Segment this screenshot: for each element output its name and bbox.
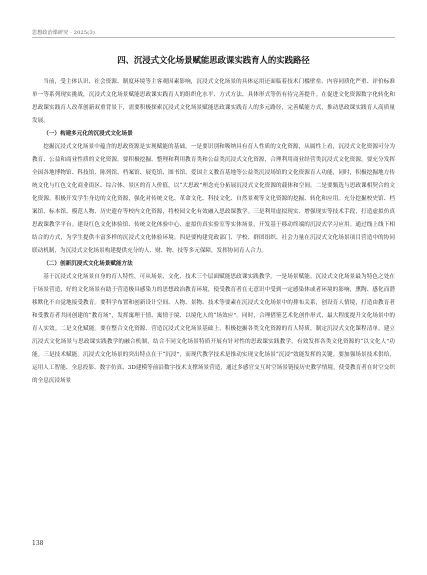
subsection-2-heading: （二）创新沉浸式文化场景赋能方法 — [43, 261, 133, 267]
journal-header: 思想政治课研究 · 2025(3) — [32, 30, 95, 36]
subsection-1-heading: （一）构建多元化的沉浸式文化场景 — [43, 131, 133, 137]
section-title: 四、沉浸式文化场景赋能思政课实践育人的实践路径 — [117, 55, 310, 65]
page-number: 138 — [32, 540, 44, 547]
intro-paragraph: 当前，受主体认识、社会资源、制度环境等主客观因素影响，沉浸式文化场景的具体运用还面临着技术门槛壁垒、内容同质化严重、评价标准单一等系列现实挑战，沉浸式文化场景赋能思政课实践育人的组织化水平、方式方法、具体形式等仍有待完善提升。在促进文化资源数字化转化和思政课实践育人改革创新双重背景下，需要积极探索沉浸式文化场景赋能思政课实践育人的多元路径，完善赋能方式，推动思政课实践育人高质量发展。 — [32, 79, 395, 124]
article-body — [32, 76, 395, 388]
subsection-1-paragraph: 挖掘沉浸式文化场景中蕴含的思政资源是实现赋能的基础。一是要识别和吸纳具有育人性质的文化资源，从属性上看，沉浸式文化资源可分为教育、公益和商业性质的文化资源。要积极挖掘、整理和利用教育类和公益类沉浸式文化资源，合理利用商业经营类沉浸式文化资源。要充分发挥全国各地博物馆、科技馆、陈列馆、档案馆、展览馆、图书馆、爱国主义教育基地等公益类沉浸场馆的文化资源育人功能，同时，积极挖掘地方传统文化与红色文化商业街区、综合体、景区的育人价值，以“大思政”理念充分拓展沉浸式文化资源的载体和空间。二是要甄选与思政课相契合的文化资源。积极开发学生身边的文化资源，强化对传统文化、革命文化、科技文化、自然景观等文化资源的挖掘、转化和应用。充分挖掘校史馆、档案馆、标本馆、模范人物、历史遗存等校内文化资源，将校园文化有效融入思政课教学。三是利用虚拟现实、增强现实等技术手段，打造虚拟仿真思政课教学平台。建设红色文化体验馆、传统文化体验中心、虚拟仿真实验室等实体场景，开发基于移动终端的沉浸式学习应用。通过线上线下相结合的方式，为学生提供丰富多样的沉浸式文化体验环境。四是要构建党政部门、学校、群团组织、社会力量在沉浸式文化场景项目营造中的协同联动机制，为沉浸式文化场景构建提供充分的人、财、物、技等多元保障，发挥协同育人合力。 — [32, 144, 395, 254]
header-rule — [32, 37, 395, 38]
subsection-2-paragraph: 基于沉浸式文化场景自身的育人特性，可从场景、文化、技术三个层面赋能思政课实践教学。一是场景赋能。沉浸式文化场景最为特色之处在于场景营造，好的文化场景有助于营造极具感染力的思想政治教育环境，使受教育者在无意识中受到一定感染体或者环境的影响，熏陶、感化而潜移默化不自觉地接受教育。要科学布置和创新设计空间、人物、景物、技术等要素在沉浸式文化场景中的排布关系，创设育人情境，打造由教育者和受教育者共同创建的“教育场”，发挥寓理于情、寓情于境、以境化人的“场效应”。同时，合理借鉴艺术化创作形式，最大程度提升文化场景中的育人实效。二是文化赋能。要在整合文化资源、营造沉浸式文化场景基础上，积极挖掘各类文化资源的育人特质，制定沉浸式文化课程清单。建立沉浸式文化场景与思政课实践教学的融合机制，结合不同文化场景特质开展有针对性的思政课实践教学，有效发挥各类文化资源的“以文化人”功能。三是技术赋能。沉浸式文化场景的突出特点在于“沉浸”，而现代教学技术是推动实现文化场景“沉浸”效能发挥的关键。要加强场景技术供给，运用人工智能、全息投影、数字仿真、3D建模等前沿数字技术支撑场景营造，通过多感官交互时空场景链接历史教学情境，使受教育者在时空交织的全息沉浸场景 — [32, 274, 395, 384]
